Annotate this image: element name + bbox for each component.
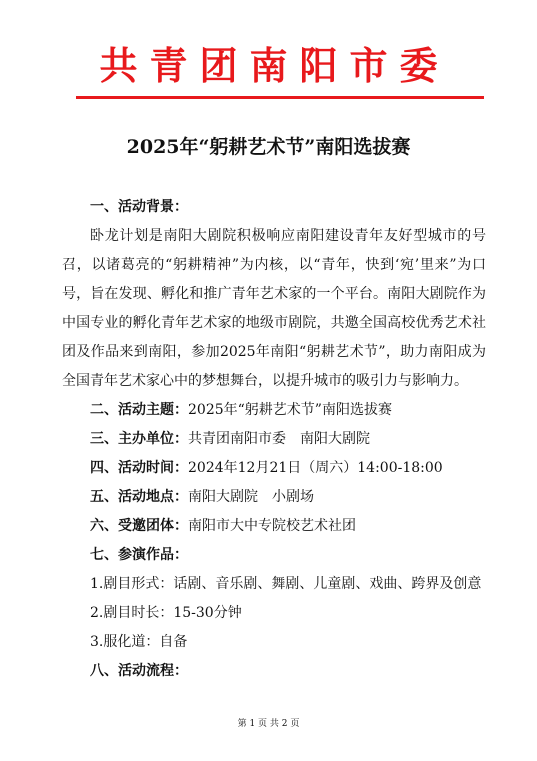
document-body — [62, 193, 486, 686]
section-invited — [62, 512, 486, 541]
section-works-label: 七、参演作品： — [90, 547, 188, 563]
section-background-heading — [62, 193, 486, 222]
works-item-costume: 3.服化道：自备 — [90, 634, 188, 650]
section-background-label: 一、活动背景： — [90, 199, 188, 215]
section-flow-label: 八、活动流程： — [90, 663, 188, 679]
works-item-duration: 2.剧目时长：15-30分钟 — [90, 605, 242, 621]
section-organizer-label: 三、主办单位： — [90, 431, 188, 447]
works-item-form: 1.剧目形式：话剧、音乐剧、舞剧、儿童剧、戏曲、跨界及创意 — [90, 576, 482, 592]
section-organizer-value: 共青团南阳市委 南阳大剧院 — [188, 431, 370, 447]
document-title: 2025年“躬耕艺术节”南阳选拔赛 — [126, 136, 411, 158]
section-time — [62, 454, 486, 483]
section-time-label: 四、活动时间： — [90, 460, 188, 476]
section-venue — [62, 483, 486, 512]
section-theme-label: 二、活动主题： — [90, 402, 188, 418]
section-theme — [62, 396, 486, 425]
section-invited-value: 南阳市大中专院校艺术社团 — [188, 518, 356, 534]
section-theme-value: 2025年“躬耕艺术节”南阳选拔赛 — [188, 402, 392, 418]
letterhead-org-name: 共青团南阳市委 — [99, 43, 450, 88]
section-organizer — [62, 425, 486, 454]
section-flow-heading — [62, 657, 486, 686]
section-background-paragraph: 卧龙计划是南阳大剧院积极响应南阳建设青年友好型城市的号召，以诸葛亮的“躬耕精神”为内核，以“青年，快到‘宛’里来”为口号，旨在发现、孵化和推广青年艺术家的一个平台。南阳大剧院作为中国专业的孵化青年艺术家的地级市剧院，共邀全国高校优秀艺术社团及作品来到南阳，参加2025年南阳“躬耕艺术节”，助力南阳成为全国青年艺术家心中的梦想舞台，以提升城市的吸引力与影响力。 — [62, 228, 486, 389]
page-footer: 第 1 页 共 2 页 — [237, 719, 300, 729]
section-venue-label: 五、活动地点： — [90, 489, 188, 505]
letterhead-red-rule — [76, 96, 484, 99]
section-invited-label: 六、受邀团体： — [90, 518, 188, 534]
section-works-heading — [62, 541, 486, 570]
section-time-value: 2024年12月21日（周六）14:00-18:00 — [188, 460, 443, 476]
section-venue-value: 南阳大剧院 小剧场 — [188, 489, 314, 505]
